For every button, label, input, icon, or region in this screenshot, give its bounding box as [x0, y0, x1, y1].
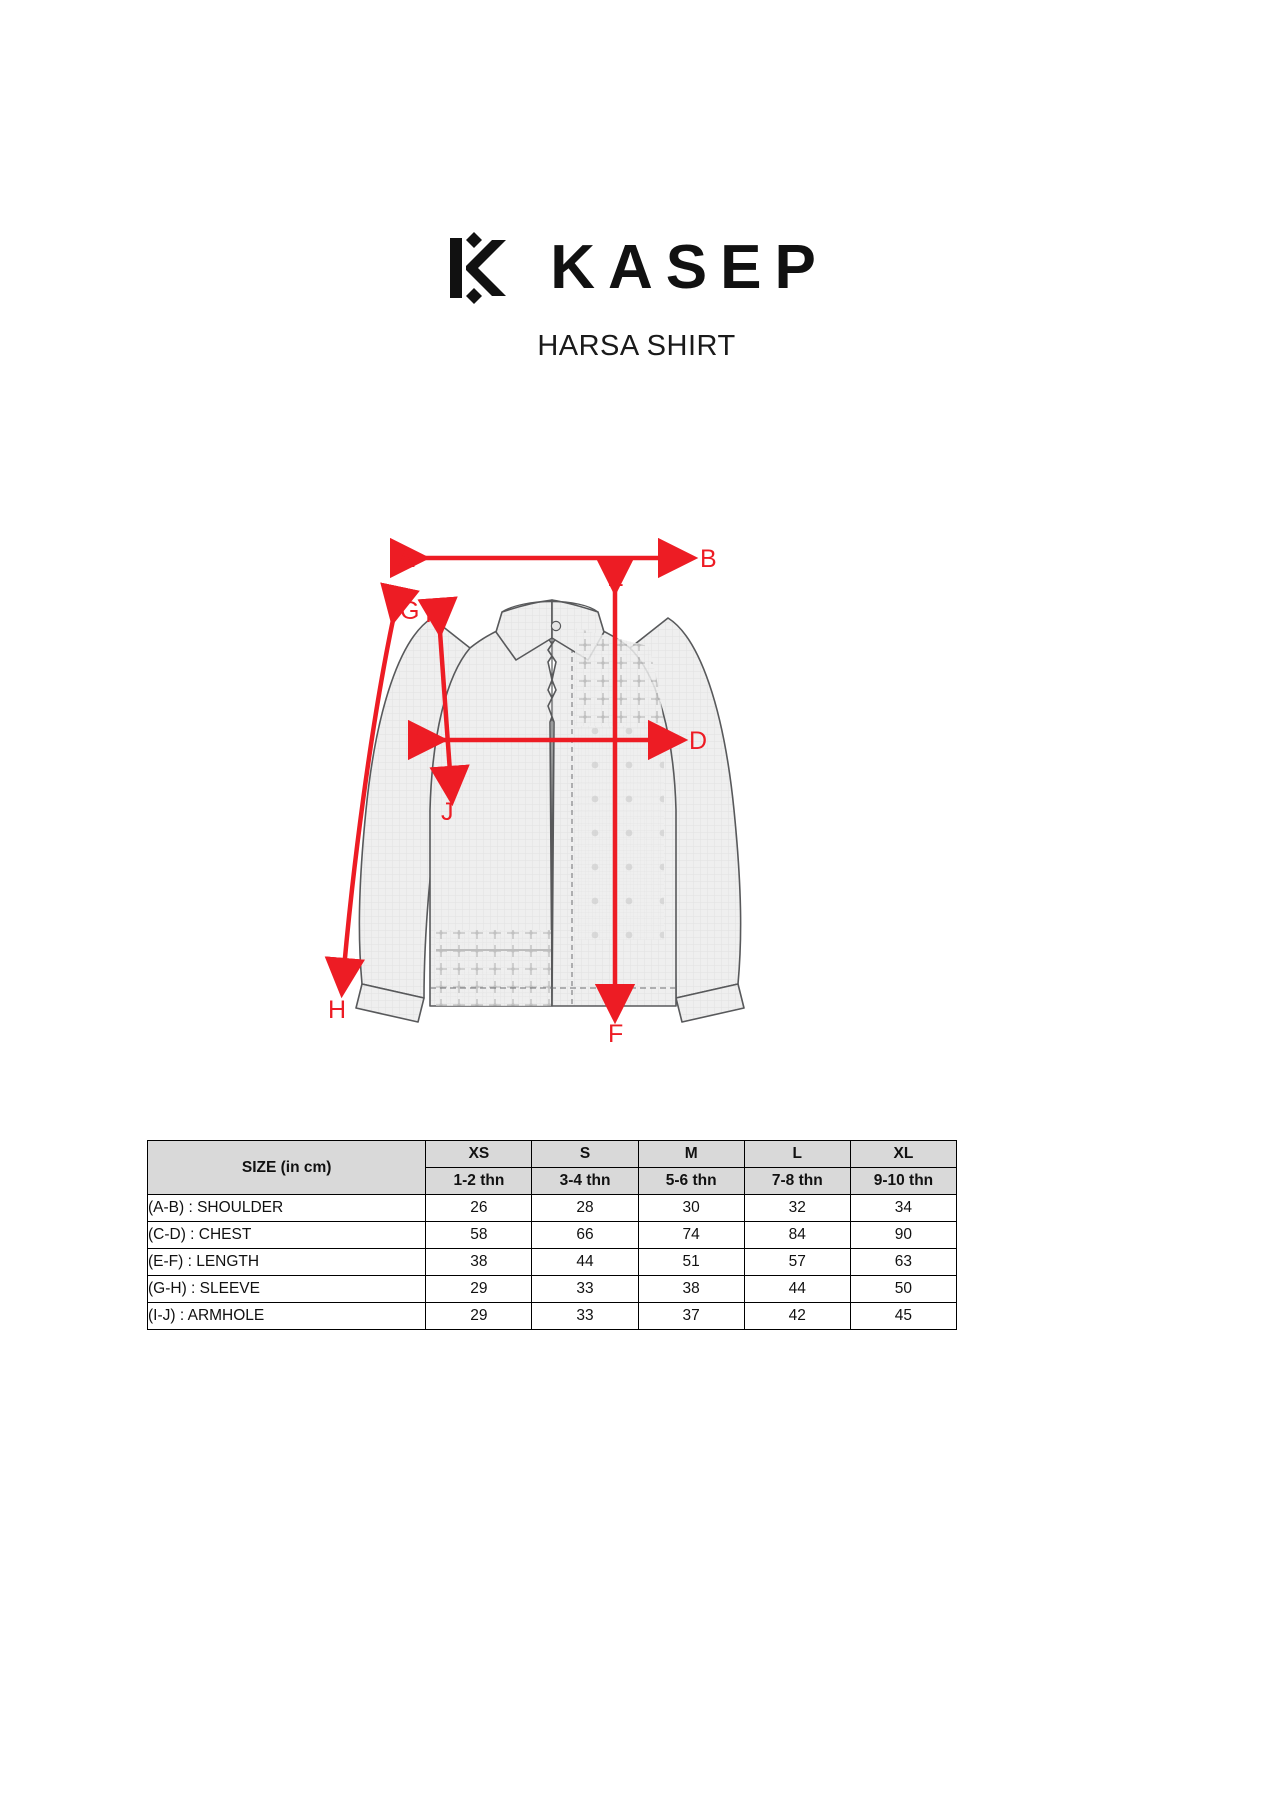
size-label-header: SIZE (in cm) — [148, 1141, 426, 1195]
chest-l: 84 — [744, 1222, 850, 1249]
point-label-F: F — [608, 1020, 624, 1048]
length-l: 57 — [744, 1249, 850, 1276]
armhole-xl: 45 — [850, 1303, 956, 1330]
chest-xl: 90 — [850, 1222, 956, 1249]
chest-m: 74 — [638, 1222, 744, 1249]
point-label-B: B — [700, 545, 717, 573]
table-row — [148, 1195, 957, 1222]
age-l: 7-8 thn — [744, 1168, 850, 1195]
brand-header — [0, 230, 1273, 306]
sleeve-l: 44 — [744, 1276, 850, 1303]
table-row — [148, 1276, 957, 1303]
point-label-D: D — [689, 727, 708, 755]
garment-diagram — [0, 510, 1273, 1070]
size-header-l: L — [744, 1141, 850, 1168]
point-label-H: H — [328, 996, 347, 1024]
sleeve-xl: 50 — [850, 1276, 956, 1303]
point-label-G: G — [400, 597, 420, 625]
shoulder-xl: 34 — [850, 1195, 956, 1222]
armhole-m: 37 — [638, 1303, 744, 1330]
table-header-row — [148, 1141, 957, 1168]
measure-label-length: (E-F) : LENGTH — [148, 1249, 426, 1276]
armhole-l: 42 — [744, 1303, 850, 1330]
length-s: 44 — [532, 1249, 638, 1276]
size-header-xl: XL — [850, 1141, 956, 1168]
measure-label-sleeve: (G-H) : SLEEVE — [148, 1276, 426, 1303]
measure-label-shoulder: (A-B) : SHOULDER — [148, 1195, 426, 1222]
armhole-xs: 29 — [426, 1303, 532, 1330]
size-header-s: S — [532, 1141, 638, 1168]
table-row — [148, 1303, 957, 1330]
length-xl: 63 — [850, 1249, 956, 1276]
size-table-container — [147, 1140, 957, 1330]
shoulder-m: 30 — [638, 1195, 744, 1222]
length-m: 51 — [638, 1249, 744, 1276]
product-title: HARSA SHIRT — [537, 330, 736, 362]
shoulder-xs: 26 — [426, 1195, 532, 1222]
chest-xs: 58 — [426, 1222, 532, 1249]
chest-s: 66 — [532, 1222, 638, 1249]
size-header-m: M — [638, 1141, 744, 1168]
kasep-monogram-icon — [444, 230, 520, 306]
measure-label-armhole: (I-J) : ARMHOLE — [148, 1303, 426, 1330]
point-label-I: I — [425, 600, 432, 628]
table-row — [148, 1249, 957, 1276]
age-s: 3-4 thn — [532, 1168, 638, 1195]
shoulder-s: 28 — [532, 1195, 638, 1222]
age-xs: 1-2 thn — [426, 1168, 532, 1195]
length-xs: 38 — [426, 1249, 532, 1276]
armhole-s: 33 — [532, 1303, 638, 1330]
size-table — [147, 1140, 957, 1330]
size-header-xs: XS — [426, 1141, 532, 1168]
shoulder-l: 32 — [744, 1195, 850, 1222]
age-m: 5-6 thn — [638, 1168, 744, 1195]
table-row — [148, 1222, 957, 1249]
sleeve-m: 38 — [638, 1276, 744, 1303]
point-label-J: J — [441, 798, 454, 826]
point-label-A: A — [398, 545, 415, 573]
age-xl: 9-10 thn — [850, 1168, 956, 1195]
point-label-C: C — [415, 727, 434, 755]
brand-name: KASEP — [550, 233, 829, 302]
measure-label-chest: (C-D) : CHEST — [148, 1222, 426, 1249]
point-label-E: E — [607, 564, 624, 592]
sleeve-xs: 29 — [426, 1276, 532, 1303]
sleeve-s: 33 — [532, 1276, 638, 1303]
